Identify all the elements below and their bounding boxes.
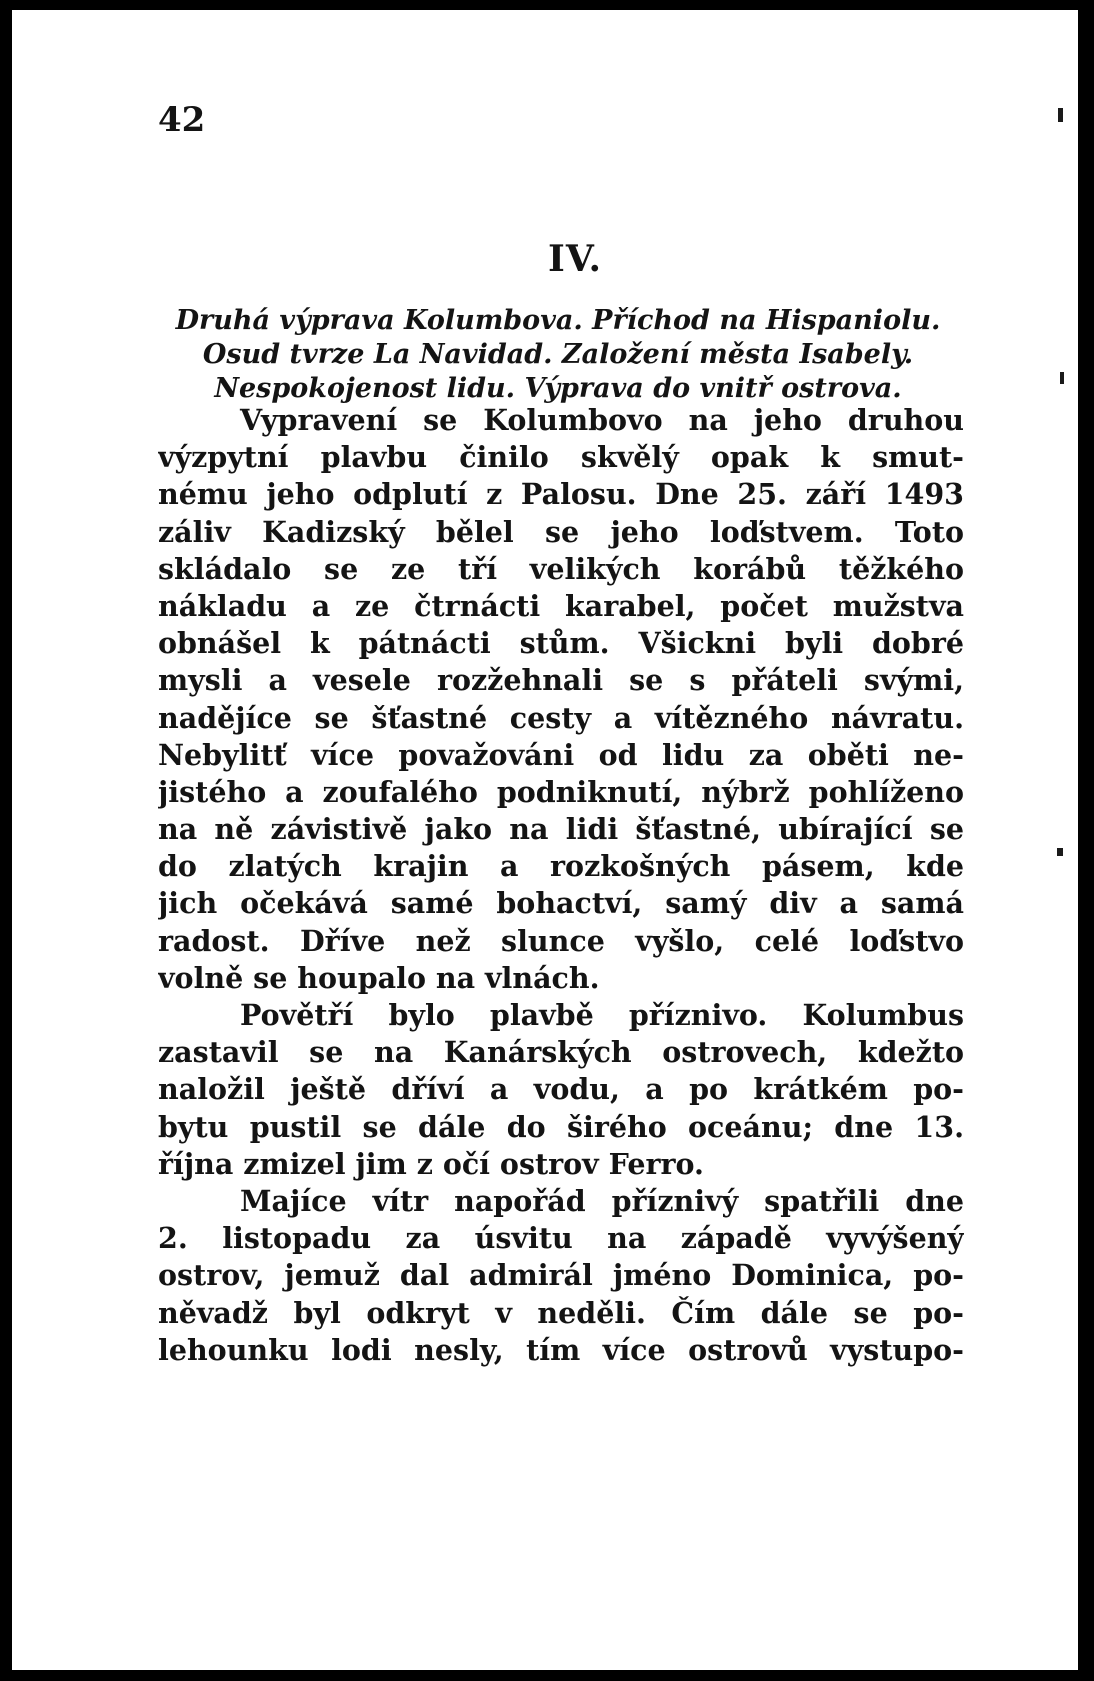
text-line: ostrov, jemuž dal admirál jméno Dominica, po- <box>158 1258 964 1293</box>
text-line: mysli a vesele rozžehnali se s přáteli svými, <box>158 663 964 698</box>
scan-speck <box>1060 372 1064 384</box>
text-line: lehounku lodi nesly, tím více ostrovů vystupo- <box>158 1332 964 1367</box>
summary-line: Druhá výprava Kolumbova. Příchod na Hispaniolu. <box>175 305 941 336</box>
text-line: jistého a zoufalého podniknutí, nýbrž pohlíženo <box>158 774 964 809</box>
book-page <box>12 10 1078 1670</box>
text-line: nému jeho odplutí z Palosu. Dne 25. září 1493 <box>158 477 964 512</box>
summary-line: Osud tvrze La Navidad. Založení města Isabely. <box>202 339 914 370</box>
body-text <box>158 402 964 1369</box>
text-line: nákladu a ze čtrnácti karabel, počet mužstva <box>158 588 964 623</box>
scan-speck <box>1058 108 1063 122</box>
text-line: výzpytní plavbu činilo skvělý opak k smut- <box>158 440 964 475</box>
text-line: Vypravení se Kolumbovo na jeho druhou <box>240 403 964 437</box>
text-line: na ně závistivě jako na lidi šťastné, ubírající se <box>158 812 964 847</box>
text-line: volně se houpalo na vlnách. <box>158 960 600 995</box>
text-line: zastavil se na Kanárských ostrovech, kdežto <box>158 1035 964 1070</box>
scan-speck <box>1057 848 1063 856</box>
text-line: skládalo se ze tří velikých korábů těžkého <box>158 551 964 586</box>
text-line: Povětří bylo plavbě příznivo. Kolumbus <box>240 998 964 1032</box>
text-line: bytu pustil se dále do širého oceánu; dne 13. <box>158 1109 964 1144</box>
paragraph-3 <box>158 1183 964 1369</box>
text-line: něvadž byl odkryt v neděli. Čím dále se po- <box>158 1295 964 1330</box>
paragraph-1 <box>158 402 964 997</box>
chapter-heading: IV. <box>547 238 602 280</box>
text-line: naložil ještě dříví a vodu, a po krátkém po- <box>158 1072 964 1107</box>
text-line: radost. Dříve než slunce vyšlo, celé loďstvo <box>158 923 964 958</box>
text-line: nadějíce se šťastné cesty a vítězného návratu. <box>158 700 964 735</box>
text-line: jich očekává samé bohactví, samý div a samá <box>158 886 964 921</box>
text-line: obnášel k pátnácti stům. Všickni byli dobré <box>158 626 964 661</box>
summary-line: Nespokojenost lidu. Výprava do vnitř ostrova. <box>214 373 902 404</box>
text-line: Majíce vítr napořád příznivý spatřili dne <box>240 1183 964 1218</box>
text-line: 2. listopadu za úsvitu na západě vyvýšený <box>158 1221 964 1256</box>
text-line: záliv Kadizský bělel se jeho loďstvem. Toto <box>158 514 964 549</box>
text-line: do zlatých krajin a rozkošných pásem, kde <box>158 849 964 884</box>
text-line: října zmizel jim z očí ostrov Ferro. <box>158 1146 704 1181</box>
text-line: Nebylitť více považováni od lidu za oběti ne- <box>158 737 964 772</box>
paragraph-2 <box>158 997 964 1183</box>
page-number: 42 <box>158 100 206 140</box>
chapter-summary <box>152 304 964 406</box>
